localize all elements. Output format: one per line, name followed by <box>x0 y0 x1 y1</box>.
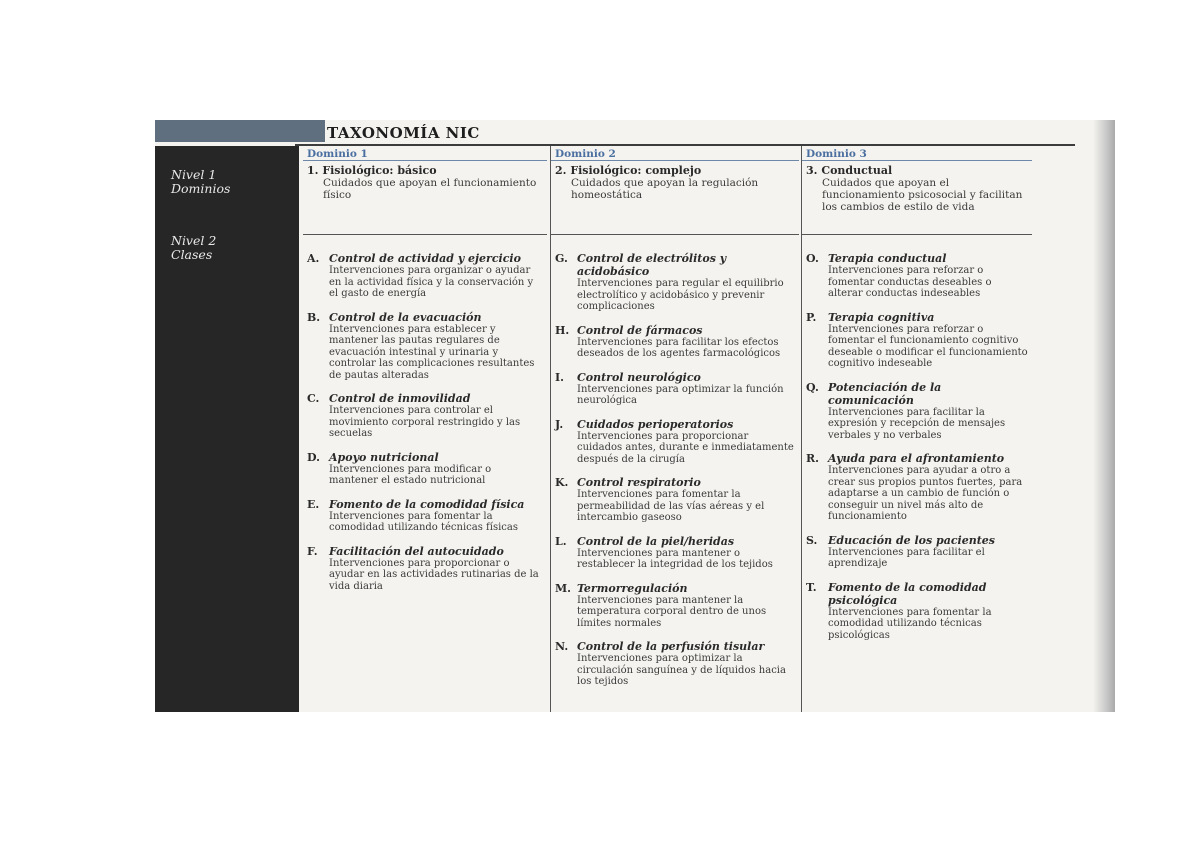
class-description: Intervenciones para modificar o mantener el estado nutricional <box>329 463 492 486</box>
class-item <box>307 451 543 487</box>
class-title: Control de actividad y ejercicio <box>329 252 521 265</box>
class-description: Intervenciones para optimizar la circulación sanguínea y de líquidos hacia los tejidos <box>577 653 786 687</box>
class-description: Intervenciones para fomentar la permeabilidad de las vías aéreas y el intercambio gaseoso <box>577 489 765 523</box>
class-item <box>806 381 1028 442</box>
class-title: Fomento de la comodidad física <box>329 497 525 511</box>
class-heading <box>806 581 1028 607</box>
class-description: Intervenciones para controlar el movimiento corporal restringido y las secuelas <box>329 405 521 439</box>
class-letter: M. <box>555 581 572 595</box>
class-letter: J. <box>555 417 564 431</box>
class-heading <box>806 534 1028 547</box>
class-description: Intervenciones para organizar o ayudar en la actividad física y la conservación y el gasto de energía <box>329 265 534 299</box>
level1-line2: Dominios <box>171 181 231 196</box>
class-description: Intervenciones para facilitar los efectos deseados de los agentes farmacológicos <box>577 336 781 359</box>
class-letter: H. <box>555 323 570 337</box>
class-title: Control de electrólitos y acidobásico <box>577 252 727 278</box>
class-item <box>555 418 795 466</box>
domain-description: Cuidados que apoyan el funcionamiento psicosocial y facilitan los cambios de estilo de vida <box>822 177 1023 213</box>
domain-summary <box>806 164 1028 213</box>
class-letter: B. <box>307 310 321 324</box>
domain-description: Cuidados que apoyan el funcionamiento físico <box>323 177 537 201</box>
class-title: Termorregulación <box>577 581 688 595</box>
class-item <box>555 252 795 313</box>
class-item <box>555 371 795 407</box>
level2-label <box>171 234 216 262</box>
domain-header-rule <box>802 160 1032 161</box>
class-item <box>307 311 543 382</box>
class-description: Intervenciones para facilitar el aprendizaje <box>828 546 985 569</box>
scanned-page <box>155 120 1115 712</box>
domain-header-rule <box>303 160 547 161</box>
class-heading <box>555 476 795 489</box>
class-description: Intervenciones para proporcionar o ayudar en las actividades rutinarias de la vida diaria <box>329 557 539 592</box>
class-description: Intervenciones para fomentar la comodidad utilizando técnicas físicas <box>329 510 518 533</box>
class-title: Ayuda para el afrontamiento <box>828 452 1005 465</box>
class-description: Intervenciones para optimizar la función neurológica <box>577 383 784 406</box>
domain-name: 2. Fisiológico: complejo <box>555 164 702 177</box>
class-description: Intervenciones para facilitar la expresión y recepción de mensajes verbales y no verbales <box>828 406 1006 441</box>
class-list <box>307 252 543 603</box>
level1-label <box>171 168 230 196</box>
class-title: Cuidados perioperatorios <box>577 417 734 431</box>
domain-header: Dominio 3 <box>806 148 867 160</box>
class-item <box>555 535 795 571</box>
class-letter: F. <box>307 544 318 558</box>
class-title: Control respiratorio <box>577 476 701 489</box>
class-title: Terapia conductual <box>828 252 947 265</box>
domain-name: 3. Conductual <box>806 164 893 177</box>
level-divider <box>303 234 547 235</box>
domain-header-rule <box>551 160 799 161</box>
class-letter: K. <box>555 476 569 489</box>
domain-summary <box>307 164 543 201</box>
class-title: Educación de los pacientes <box>828 533 995 547</box>
class-heading <box>307 498 543 511</box>
class-description: Intervenciones para proporcionar cuidados antes, durante e inmediatamente después de la cirugía <box>577 430 794 465</box>
class-letter: Q. <box>806 380 819 394</box>
class-letter: G. <box>555 252 568 265</box>
class-title: Control neurológico <box>577 370 701 384</box>
class-item <box>307 392 543 440</box>
class-heading <box>806 252 1028 265</box>
class-item <box>555 324 795 360</box>
class-heading <box>555 371 795 384</box>
class-letter: C. <box>307 392 320 405</box>
level-sidebar <box>155 146 299 712</box>
class-title: Control de fármacos <box>577 323 703 337</box>
class-item <box>806 452 1028 523</box>
class-heading <box>307 451 543 464</box>
class-heading <box>307 311 543 324</box>
class-item <box>307 545 543 593</box>
level-divider <box>802 234 1032 235</box>
class-title: Facilitación del autocuidado <box>329 544 504 558</box>
class-title: Potenciación de la comunicación <box>828 380 942 407</box>
class-item <box>806 534 1028 570</box>
domain-header: Dominio 2 <box>555 148 616 160</box>
class-heading <box>806 311 1028 324</box>
class-title: Apoyo nutricional <box>329 450 439 464</box>
class-heading <box>307 252 543 265</box>
level1-line1: Nivel 1 <box>171 167 217 182</box>
domain-column-2 <box>550 146 799 712</box>
class-letter: O. <box>806 252 819 265</box>
level-divider <box>551 234 799 235</box>
class-letter: L. <box>555 534 567 548</box>
class-heading <box>555 252 795 278</box>
class-letter: P. <box>806 310 817 324</box>
class-item <box>307 252 543 300</box>
class-description: Intervenciones para regular el equilibrio electrolítico y acidobásico y prevenir complicaciones <box>577 278 784 312</box>
level2-line2: Clases <box>171 247 213 262</box>
level2-line1: Nivel 2 <box>171 233 217 248</box>
class-description: Intervenciones para fomentar la comodidad utilizando técnicas psicológicas <box>828 606 992 641</box>
class-description: Intervenciones para mantener o restablecer la integridad de los tejidos <box>577 547 773 570</box>
class-letter: D. <box>307 450 320 464</box>
class-heading <box>806 381 1028 407</box>
title-strip <box>155 120 325 142</box>
class-item <box>555 582 795 630</box>
page-title: TAXONOMÍA NIC <box>327 124 480 142</box>
class-description: Intervenciones para establecer y mantener las pautas regulares de evacuación intestinal y urinaria y controlar las complicaciones resultantes de pautas alteradas <box>329 323 535 381</box>
class-title: Terapia cognitiva <box>828 310 935 324</box>
class-item <box>806 581 1028 642</box>
class-title: Control de la piel/heridas <box>577 534 735 548</box>
class-heading <box>555 535 795 548</box>
class-letter: R. <box>806 452 819 465</box>
class-item <box>555 640 795 688</box>
class-letter: I. <box>555 370 564 384</box>
class-title: Control de la perfusión tisular <box>577 640 765 653</box>
class-title: Control de la evacuación <box>329 310 482 324</box>
class-letter: E. <box>307 497 320 511</box>
class-letter: T. <box>806 580 817 594</box>
class-description: Intervenciones para ayudar a otro a crear sus propios puntos fuertes, para adaptarse a un cambio de función o conseguir un nivel más alto de funcionamiento <box>828 465 1023 522</box>
class-description: Intervenciones para reforzar o fomentar conductas deseables o alterar conductas indeseables <box>828 265 992 299</box>
class-description: Intervenciones para reforzar o fomentar el funcionamiento cognitivo deseable o modificar el funcionamiento cognitivo indeseable <box>828 323 1028 369</box>
class-heading <box>307 545 543 558</box>
class-heading <box>806 452 1028 465</box>
domain-column-3 <box>801 146 1032 712</box>
class-heading <box>555 582 795 595</box>
class-item <box>555 476 795 524</box>
class-letter: S. <box>806 533 818 547</box>
domain-column-1 <box>303 146 547 712</box>
class-title: Fomento de la comodidad psicológica <box>828 580 987 607</box>
page-edge-shadow <box>1093 120 1115 712</box>
domain-name: 1. Fisiológico: básico <box>307 164 437 177</box>
class-heading <box>307 392 543 405</box>
class-title: Control de inmovilidad <box>329 392 471 405</box>
class-list <box>555 252 795 699</box>
class-heading <box>555 640 795 653</box>
class-item <box>307 498 543 534</box>
class-heading <box>555 324 795 337</box>
class-item <box>806 252 1028 300</box>
class-heading <box>555 418 795 431</box>
class-letter: A. <box>307 252 320 265</box>
domain-header: Dominio 1 <box>307 148 368 160</box>
class-letter: N. <box>555 640 569 653</box>
domain-description: Cuidados que apoyan la regulación homeostática <box>571 177 759 201</box>
class-description: Intervenciones para mantener la temperatura corporal dentro de unos límites normales <box>577 594 767 629</box>
class-item <box>806 311 1028 370</box>
domain-summary <box>555 164 795 201</box>
class-list <box>806 252 1028 652</box>
